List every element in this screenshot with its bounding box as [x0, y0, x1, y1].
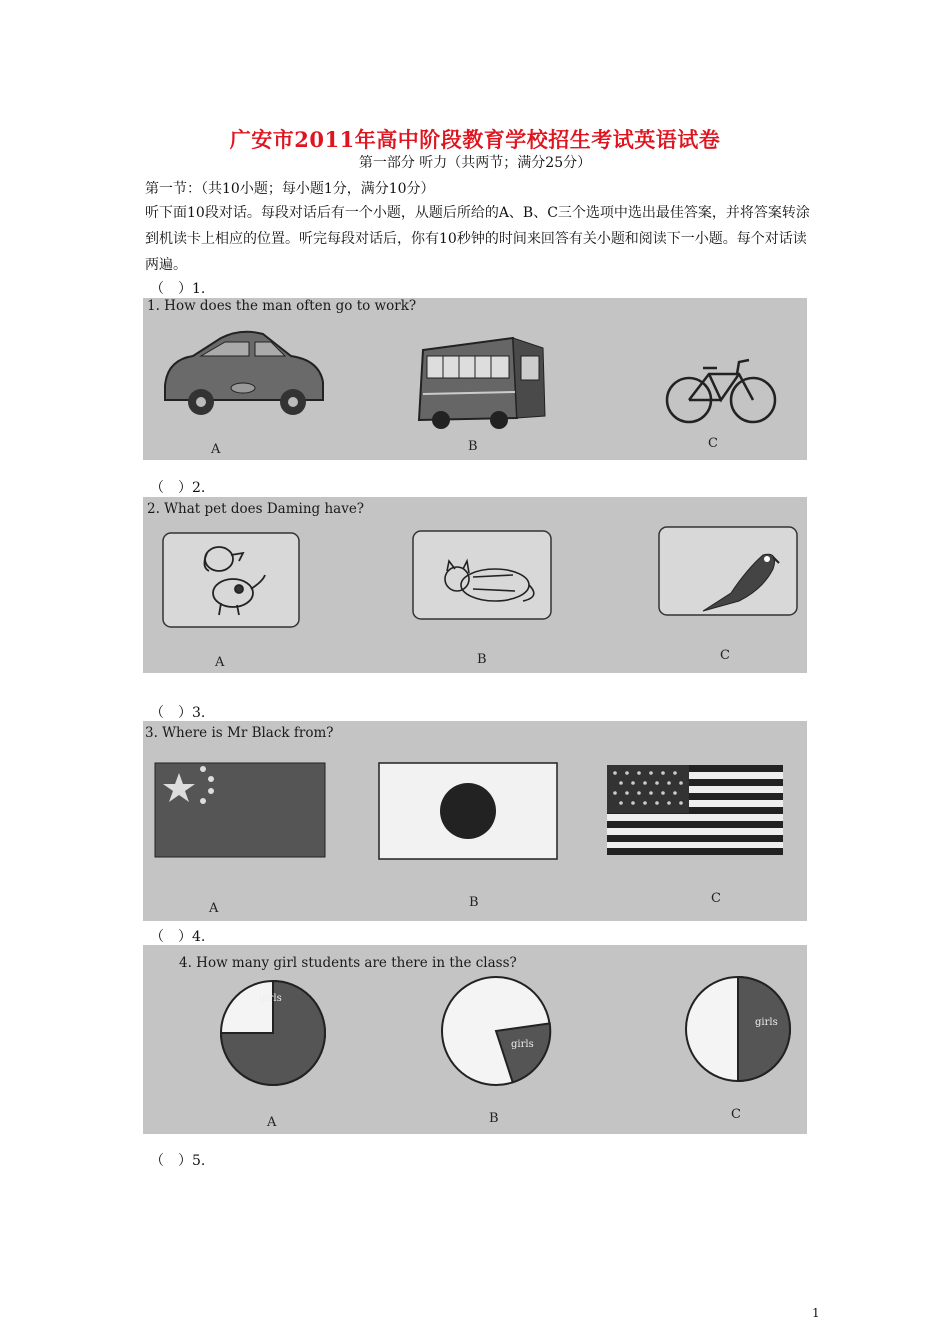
q3-option-b: B — [469, 895, 479, 910]
car-icon — [165, 332, 323, 415]
question-1-text: 1. How does the man often go to work? — [147, 298, 417, 314]
section-heading: 第一节：（共10小题；每小题1分，满分10分） — [145, 181, 435, 197]
pie-c — [686, 977, 790, 1081]
japan-flag-icon — [379, 763, 557, 859]
usa-flag-icon — [607, 765, 783, 855]
pie-b-label: girls — [511, 1039, 534, 1050]
q4-option-a: A — [267, 1115, 277, 1130]
question-1-panel — [143, 298, 807, 460]
question-3-number: （ ）3. — [150, 705, 206, 721]
q3-option-c: C — [711, 891, 721, 906]
instructions: 听下面10段对话。每段对话后有一个小题，从题后所给的A、B、C三个选项中选出最佳答案，并将答案转涂到机读卡上相应的位置。听完每段对话后，你有10秒钟的时间来回答有关小题和阅读下一小题。每个对话读两遍。 — [145, 205, 810, 273]
question-2-panel — [143, 497, 807, 673]
q1-option-c: C — [708, 436, 718, 451]
q1-option-b: B — [468, 439, 478, 454]
q4-option-b: B — [489, 1111, 499, 1126]
exam-subtitle: 第一部分 听力（共两节；满分25分） — [358, 155, 592, 171]
question-3-panel — [143, 721, 807, 921]
question-5-number: （ ）5. — [150, 1153, 206, 1169]
pie-c-label: girls — [755, 1017, 778, 1028]
question-4-panel — [143, 945, 807, 1134]
china-flag-icon — [155, 763, 325, 857]
question-1-number: （ ）1. — [150, 281, 206, 297]
bicycle-icon — [667, 360, 775, 422]
pie-b — [442, 977, 550, 1085]
q2-option-a: A — [215, 655, 225, 670]
pie-a-label: girls — [259, 993, 282, 1004]
question-4-number: （ ）4. — [150, 929, 206, 945]
bus-icon — [419, 338, 545, 429]
page-number: 1 — [812, 1306, 820, 1320]
q1-option-a: A — [211, 442, 221, 457]
question-2-text: 2. What pet does Daming have? — [147, 501, 365, 517]
question-4-text: 4. How many girl students are there in the class? — [179, 955, 517, 971]
q3-option-a: A — [209, 901, 219, 916]
q2-option-b: B — [477, 652, 487, 667]
exam-title: 广安市2011年高中阶段教育学校招生考试英语试卷 — [229, 127, 721, 152]
q2-option-c: C — [720, 648, 730, 663]
question-2-number: （ ）2. — [150, 480, 206, 496]
question-3-text: 3. Where is Mr Black from? — [145, 725, 334, 741]
q4-option-c: C — [731, 1107, 741, 1122]
